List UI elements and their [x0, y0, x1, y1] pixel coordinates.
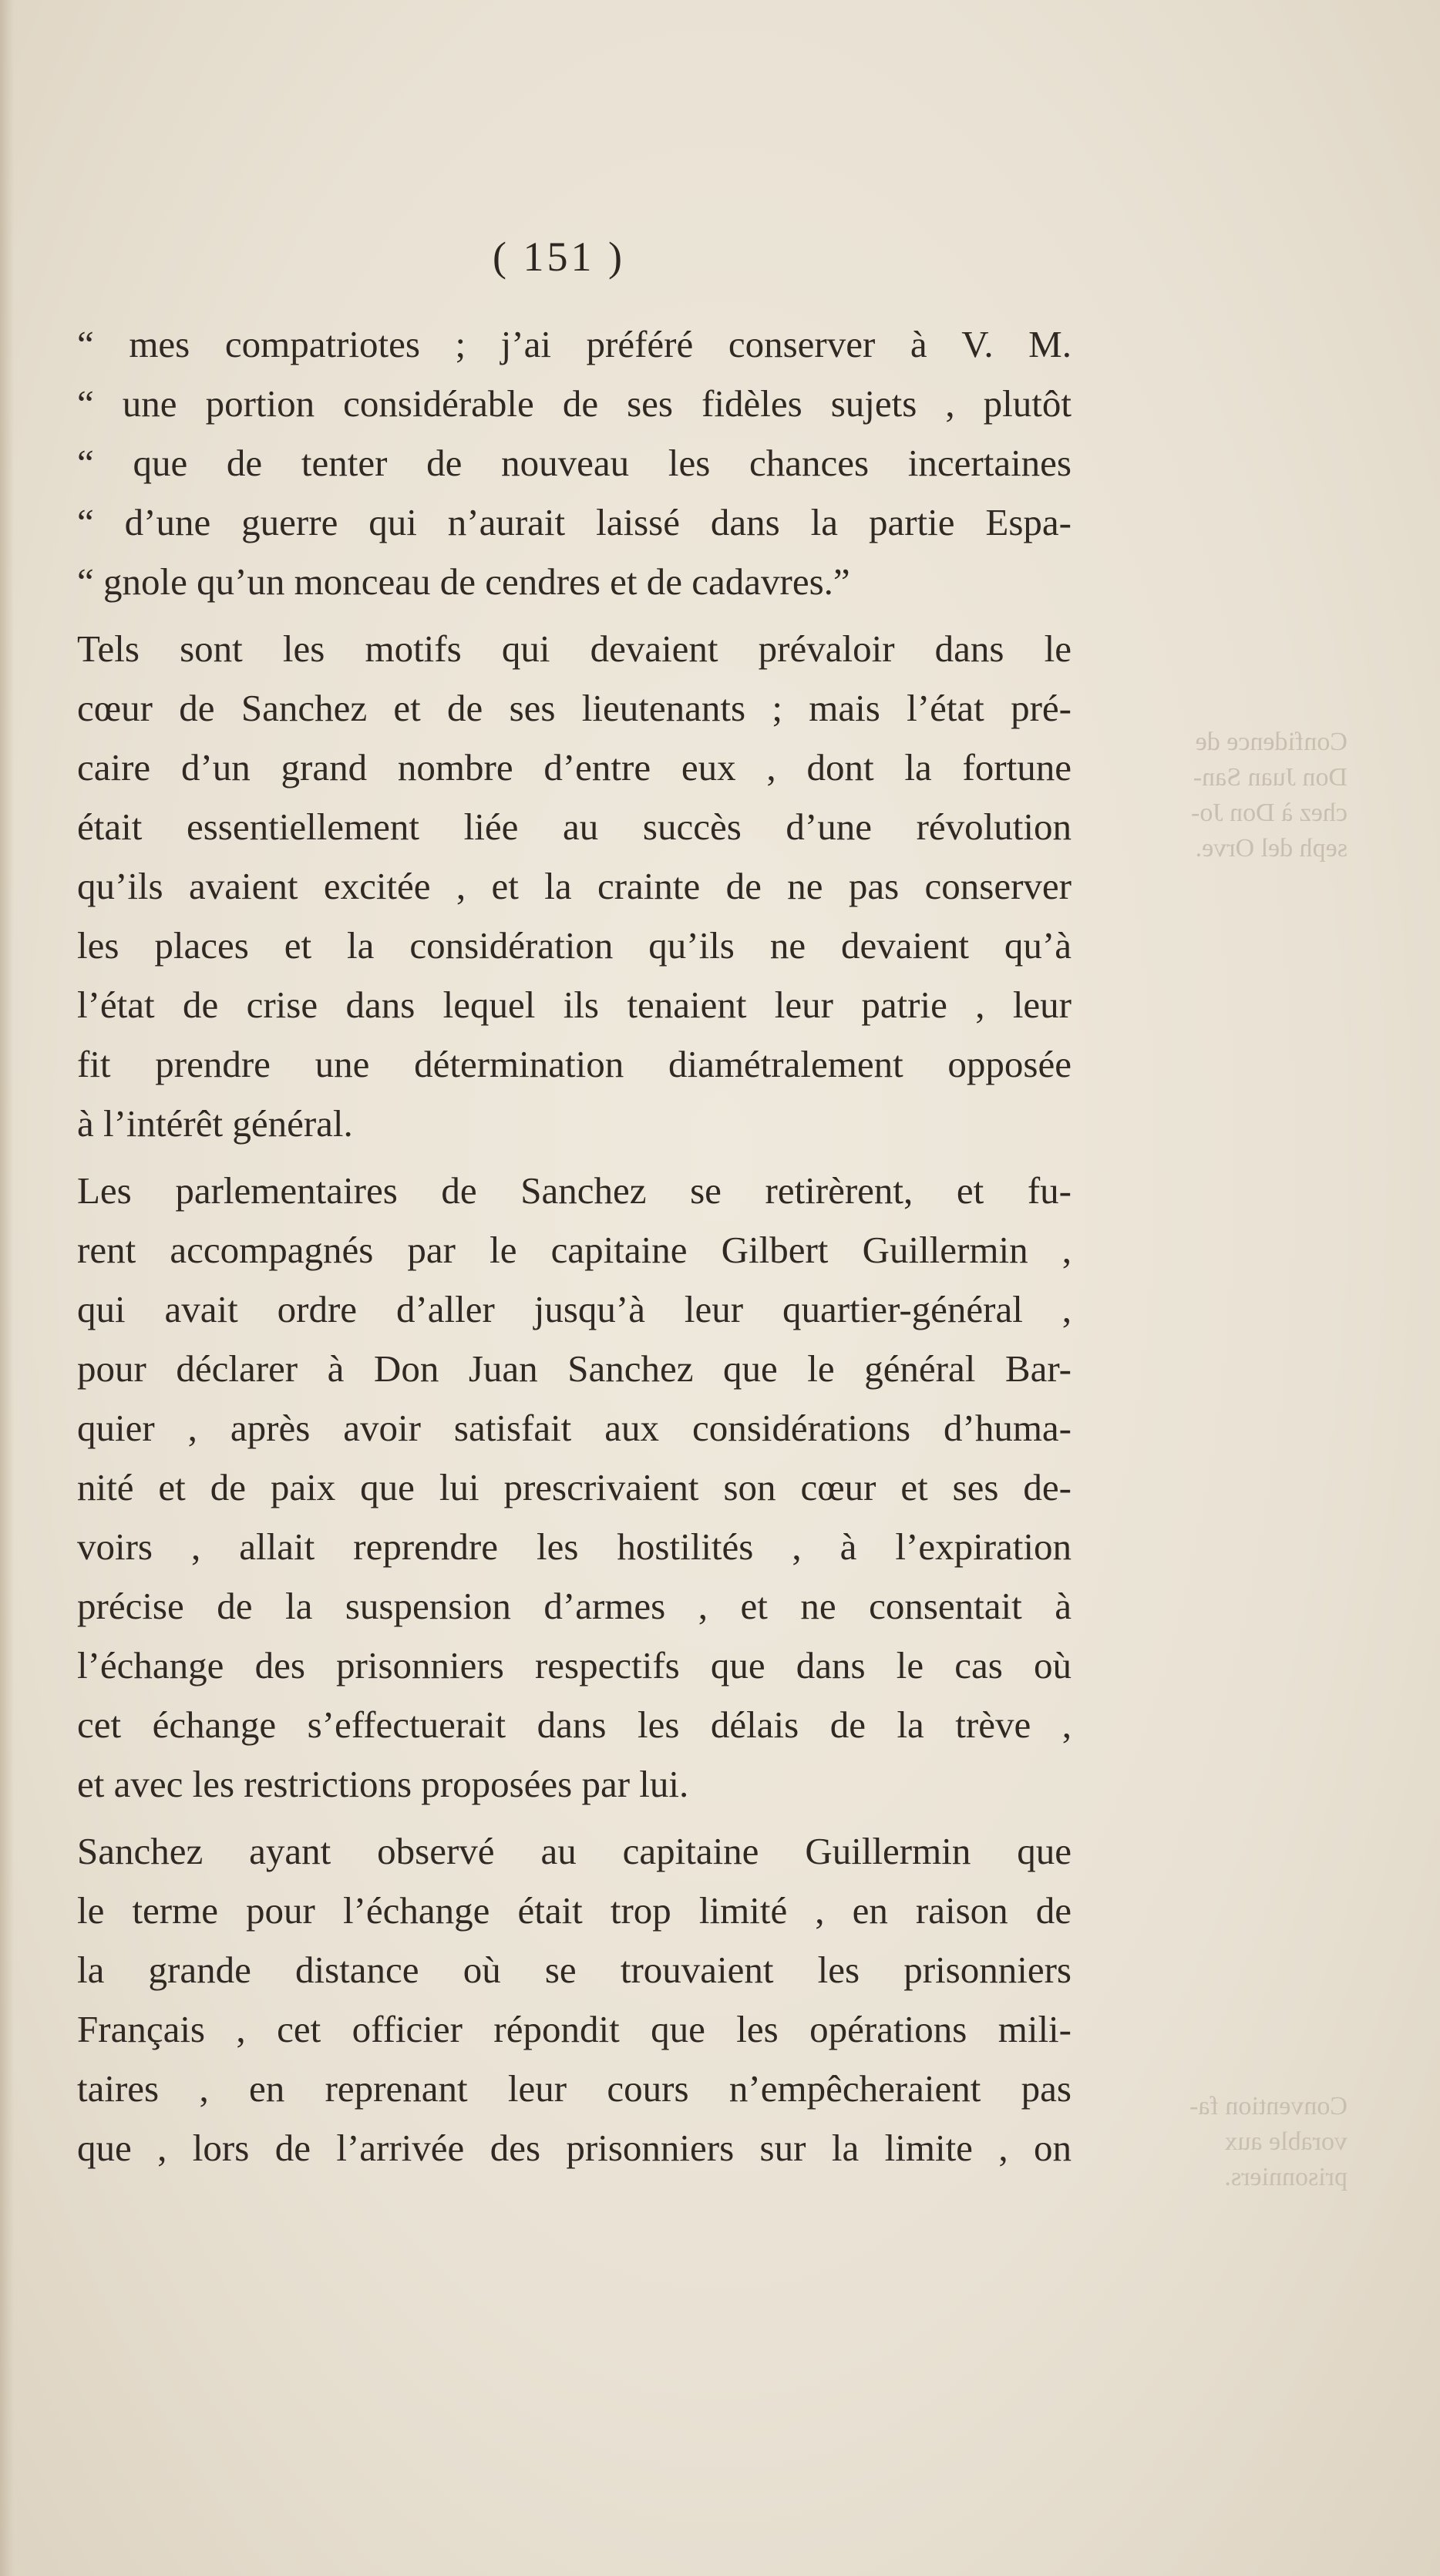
- text-line: “ d’une guerre qui n’aurait laissé dans la partie Espa-: [77, 501, 1072, 543]
- text-line: quier , après avoir satisfait aux considérations d’huma-: [77, 1407, 1072, 1449]
- text-line: fit prendre une détermination diamétralement opposée: [77, 1043, 1072, 1085]
- page-edge-shadow: [0, 0, 14, 2576]
- text-line: caire d’un grand nombre d’entre eux , dont la fortune: [77, 746, 1072, 789]
- text-line: et avec les restrictions proposées par lui.: [77, 1763, 689, 1805]
- text-line: pour déclarer à Don Juan Sanchez que le général Bar-: [77, 1347, 1072, 1390]
- text-line: taires , en reprenant leur cours n’empêcheraient pas: [77, 2067, 1072, 2110]
- text-line: cet échange s’effectuerait dans les délais de la trève ,: [77, 1703, 1072, 1746]
- bleed-line: chez à Don Jo-: [1191, 799, 1347, 827]
- text-line: Tels sont les motifs qui devaient prévaloir dans le: [77, 627, 1072, 670]
- bleed-line: Don Juan San-: [1193, 763, 1347, 792]
- text-line: nité et de paix que lui prescrivaient son cœur et ses de-: [77, 1466, 1072, 1508]
- text-line: “ mes compatriotes ; j’ai préféré conserver à V. M.: [77, 323, 1072, 365]
- text-line: qui avait ordre d’aller jusqu’à leur quartier-général ,: [77, 1288, 1072, 1330]
- bleed-through-margin-note: [1139, 2089, 1347, 2195]
- text-line: à l’intérêt général.: [77, 1102, 353, 1145]
- paragraph-2: [77, 619, 1072, 1153]
- bleed-through-margin-note: [1139, 725, 1347, 866]
- text-line: la grande distance où se trouvaient les prisonniers: [77, 1949, 1072, 1991]
- text-line: précise de la suspension d’armes , et ne consentait à: [77, 1585, 1072, 1627]
- text-line: cœur de Sanchez et de ses lieutenants ; mais l’état pré-: [77, 687, 1072, 729]
- bleed-line: prisonniers.: [1224, 2163, 1347, 2191]
- text-line: voirs , allait reprendre les hostilités , à l’expiration: [77, 1525, 1072, 1568]
- text-line: que , lors de l’arrivée des prisonniers sur la limite , on: [77, 2127, 1072, 2169]
- text-line: “ une portion considérable de ses fidèles sujets , plutôt: [77, 382, 1072, 425]
- bleed-line: vorable aux: [1224, 2127, 1347, 2156]
- text-line: Sanchez ayant observé au capitaine Guillermin que: [77, 1830, 1072, 1872]
- text-line: rent accompagnés par le capitaine Gilbert Guillermin ,: [77, 1229, 1072, 1271]
- text-line: Les parlementaires de Sanchez se retirèrent, et fu-: [77, 1169, 1072, 1212]
- text-line: Français , cet officier répondit que les opérations mili-: [77, 2008, 1072, 2050]
- paragraph-4: [77, 1821, 1072, 2177]
- text-line: “ gnole qu’un monceau de cendres et de cadavres.”: [77, 560, 850, 603]
- paragraph-1: [77, 314, 1072, 611]
- body-text: [77, 314, 1072, 2177]
- text-line: “ que de tenter de nouveau les chances incertaines: [77, 442, 1072, 484]
- text-line: l’échange des prisonniers respectifs que dans le cas où: [77, 1644, 1072, 1687]
- text-line: était essentiellement liée au succès d’une révolution: [77, 805, 1072, 848]
- text-line: l’état de crise dans lequel ils tenaient leur patrie , leur: [77, 984, 1072, 1026]
- text-line: les places et la considération qu’ils ne devaient qu’à: [77, 924, 1072, 967]
- bleed-line: Confidence de: [1195, 728, 1347, 756]
- page-number-header: ( 151 ): [493, 234, 625, 280]
- text-line: le terme pour l’échange était trop limité , en raison de: [77, 1889, 1072, 1932]
- paragraph-3: [77, 1161, 1072, 1814]
- bleed-line: seph del Orve.: [1195, 834, 1347, 863]
- text-line: qu’ils avaient excitée , et la crainte de ne pas conserver: [77, 865, 1072, 907]
- bleed-line: Convention fa-: [1189, 2092, 1347, 2120]
